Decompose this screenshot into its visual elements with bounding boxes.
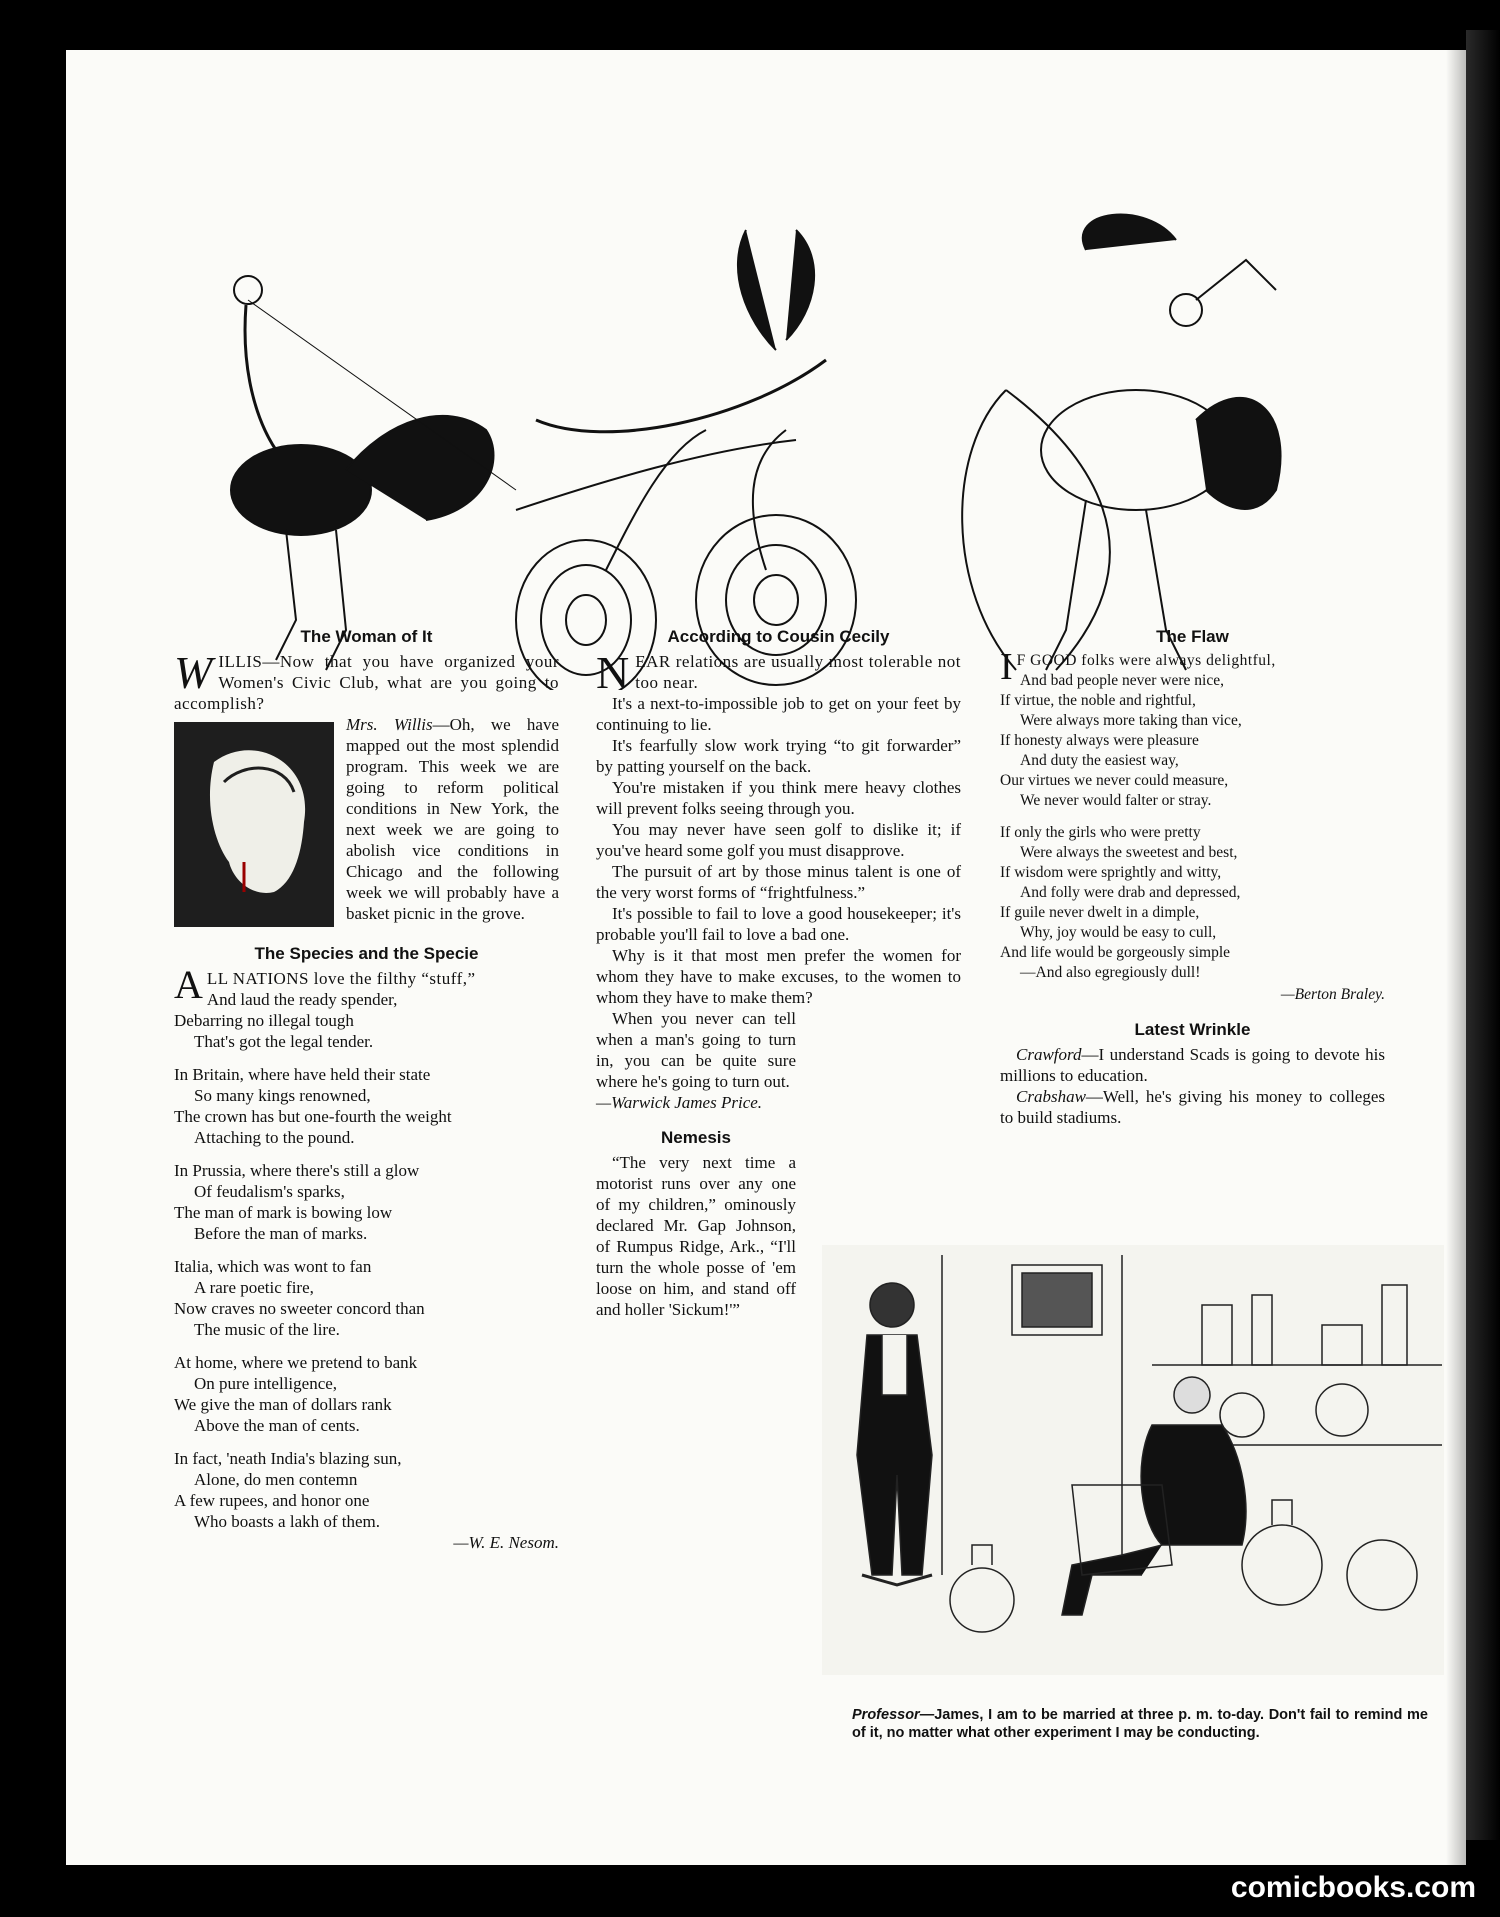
poem-line: In Britain, where have held their state — [174, 1065, 431, 1084]
woman-speaker: Mrs. Willis — [346, 715, 433, 734]
poem-line: In Prussia, where there's still a glow — [174, 1161, 420, 1180]
poem-line: And bad people never were nice, — [1020, 672, 1224, 689]
cecily-paragraph: It's possible to fail to love a good housekeeper; it's probable you'll fail to love a bad one. — [596, 904, 961, 944]
poem-line: Were always more taking than vice, — [1020, 712, 1242, 729]
cecily-paragraph: You may never have seen golf to dislike it; if you've heard some golf you must disapprove. — [596, 820, 961, 860]
nemesis-text: “The very next time a motorist runs over any one of my children,” ominously declared Mr. Gap Johnson, of Rumpus Ridge, Ark., “I'll turn the whole posse of 'em loose on him, and stand off and holler 'Sickum!'” — [596, 1153, 796, 1319]
site-watermark: comicbooks.com — [1230, 1871, 1476, 1904]
cartoon-illustration — [822, 1245, 1444, 1675]
cecily-paragraph: You're mistaken if you think mere heavy clothes will prevent folks seeing through you. — [596, 778, 961, 818]
cecily-paragraph: It's fearfully slow work trying “to git forwarder” by patting yourself on the back. — [596, 736, 961, 776]
signature-braley: —Berton Braley. — [1280, 986, 1385, 1003]
dropcap-n: N — [596, 647, 630, 698]
article-title-flaw: The Flaw — [1156, 627, 1229, 646]
caption-speaker: Professor — [852, 1707, 920, 1723]
poem-line: We give the man of dollars rank — [174, 1395, 392, 1414]
flaw-poem — [1000, 646, 1385, 1005]
poem-line: We never would falter or stray. — [1020, 792, 1212, 809]
signature-nesom: —W. E. Nesom. — [453, 1533, 559, 1552]
column-2 — [596, 626, 961, 1320]
wrinkle-speaker-2: Crabshaw — [1016, 1087, 1086, 1106]
cecily-paragraph: EAR relations are usually most tolerable not too near. — [635, 652, 961, 692]
cecily-paragraph: It's a next-to-impossible job to get on your feet by continuing to lie. — [596, 694, 961, 734]
poem-line: If virtue, the noble and rightful, — [1000, 692, 1196, 709]
poem-line: Alone, do men contemn — [194, 1470, 358, 1489]
wrinkle-line-2: —Well, he's giving his money to colleges to build stadiums. — [1000, 1087, 1385, 1127]
article-title-species: The Species and the Specie — [254, 944, 479, 963]
column-3 — [1000, 626, 1385, 1128]
poem-line: Italia, which was wont to fan — [174, 1257, 372, 1276]
poem-line: Were always the sweetest and best, — [1020, 844, 1238, 861]
magazine-page — [66, 50, 1466, 1865]
signature-price: —Warwick James Price. — [596, 1093, 763, 1112]
article-title-woman-of-it: The Woman of It — [300, 627, 433, 646]
woman-paragraph-1: ILLIS—Now that you have organized your Women's Civic Club, what are you going to accomplish? — [174, 652, 559, 713]
caption-text: —James, I am to be married at three p. m. to-day. Don't fail to remind me of it, no matter what other experiment I may be conducting. — [852, 1707, 1428, 1741]
cartoon-caption — [852, 1706, 1428, 1742]
wrinkle-line-1: —I understand Scads is going to devote his millions to education. — [1000, 1045, 1385, 1085]
poem-line: And laud the ready spender, — [206, 990, 398, 1009]
poem-line: At home, where we pretend to bank — [174, 1353, 418, 1372]
article-title-latest-wrinkle: Latest Wrinkle — [1134, 1020, 1251, 1039]
column-1 — [174, 626, 559, 1553]
book-spine — [1466, 30, 1500, 1840]
poem-line: Debarring no illegal tough — [174, 1011, 354, 1030]
poem-line: Who boasts a lakh of them. — [194, 1512, 381, 1531]
poem-line: On pure intelligence, — [194, 1374, 338, 1393]
portrait-image — [174, 722, 334, 927]
poem-line: Our virtues we never could measure, — [1000, 772, 1229, 789]
poem-line: The crown has but one-fourth the weight — [174, 1107, 452, 1126]
dropcap-i: I — [1000, 646, 1013, 688]
poem-line: And folly were drab and depressed, — [1020, 884, 1241, 901]
poem-line: The music of the lire. — [194, 1320, 340, 1339]
poem-line: If honesty always were pleasure — [1000, 732, 1199, 749]
dropcap-w: W — [174, 647, 213, 698]
poem-line: Above the man of cents. — [194, 1416, 360, 1435]
poem-line: Why, joy would be easy to cull, — [1020, 924, 1217, 941]
poem-line: Before the man of marks. — [194, 1224, 368, 1243]
portrait-silhouette-icon — [174, 722, 334, 927]
poem-line: And life would be gorgeously simple — [1000, 944, 1231, 961]
dropcap-a: A — [174, 962, 203, 1007]
cecily-paragraph: When you never can tell when a man's going to turn in, you can be quite sure where he's going to turn out. — [596, 1009, 796, 1091]
poem-line: LL NATIONS love the filthy “stuff,” — [206, 969, 476, 988]
top-illustration — [186, 190, 1386, 690]
poem-line: —And also egregiously dull! — [1020, 964, 1201, 981]
poem-line: In fact, 'neath India's blazing sun, — [174, 1449, 402, 1468]
poem-line: And duty the easiest way, — [1020, 752, 1179, 769]
poem-line: Now craves no sweeter concord than — [174, 1299, 425, 1318]
article-title-cousin-cecily: According to Cousin Cecily — [667, 627, 890, 646]
poem-line: The man of mark is bowing low — [174, 1203, 393, 1222]
poem-line: F GOOD folks were always delightful, — [1016, 652, 1276, 669]
poem-line: Of feudalism's sparks, — [194, 1182, 345, 1201]
poem-line: A rare poetic fire, — [194, 1278, 314, 1297]
species-poem — [174, 962, 559, 1553]
cecily-paragraph: The pursuit of art by those minus talent is one of the very worst forms of “frightfulness.” — [596, 862, 961, 902]
poem-line: If only the girls who were pretty — [1000, 824, 1201, 841]
wrinkle-speaker-1: Crawford — [1016, 1045, 1082, 1064]
woman-paragraph-2: —Oh, we have mapped out the most splendid program. This week we are going to reform political conditions in New York, the next week we are going to abolish vice conditions in Chicago and the following week we will probably have a basket picnic in the grove. — [346, 715, 559, 923]
cecily-paragraph: Why is it that most men prefer the women for whom they have to make excuses, to the women to whom they have to make them? — [596, 946, 961, 1007]
poem-line: If guile never dwelt in a dimple, — [1000, 904, 1200, 921]
poem-line: If wisdom were sprightly and witty, — [1000, 864, 1222, 881]
poem-line: Attaching to the pound. — [194, 1128, 355, 1147]
poem-line: A few rupees, and honor one — [174, 1491, 370, 1510]
poem-line: That's got the legal tender. — [194, 1032, 374, 1051]
poem-line: So many kings renowned, — [194, 1086, 371, 1105]
article-title-nemesis: Nemesis — [661, 1128, 731, 1147]
